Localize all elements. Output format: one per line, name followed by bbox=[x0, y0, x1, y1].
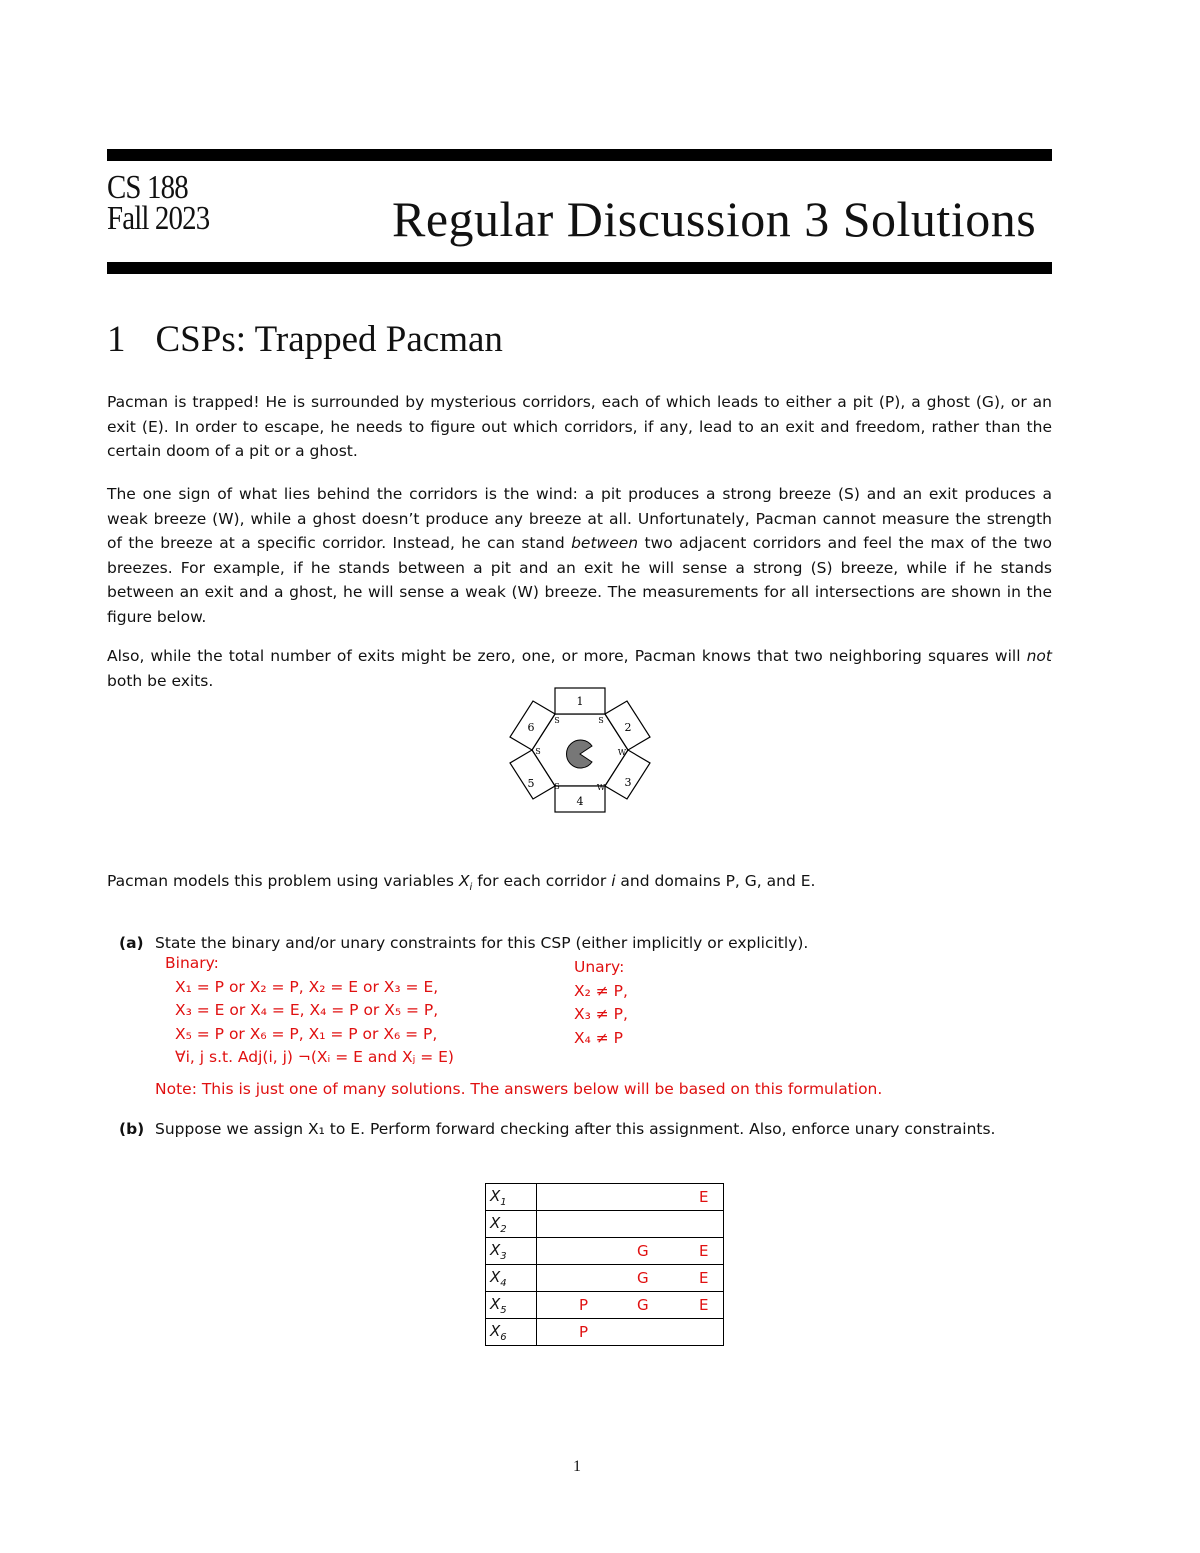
part-b-label: (b) bbox=[119, 1120, 145, 1138]
corridor-label-2: 2 bbox=[624, 721, 632, 734]
pruned-value-e: E bbox=[699, 1242, 709, 1260]
forward-checking-table bbox=[485, 1183, 724, 1346]
unary-constraints bbox=[574, 956, 628, 1050]
breeze-label: W bbox=[617, 748, 627, 757]
corridor-label-5: 5 bbox=[527, 777, 535, 790]
breeze-label: S bbox=[554, 716, 560, 725]
domain-cell bbox=[537, 1238, 724, 1265]
breeze-label: S bbox=[535, 747, 541, 756]
paragraph-text: The one sign of what lies behind the corridors is the wind: a pit produces a strong breeze (S) and an exit produces a weak breeze (W), while a ghost doesn’t produce any breeze at all. Unfortunately, Pacman cannot measure the strength of the breeze at a specific corridor. Instead, he can stand between two adjacent corridors and feel the max of the two breezes. For example, if he stands between a pit and an exit he will sense a strong (S) breeze, while if he stands between an exit and a ghost, he will sense a weak (W) breeze. The measurements for all intersections are shown in the figure below. bbox=[107, 485, 1052, 626]
domain-cell bbox=[537, 1211, 724, 1238]
paragraph-text: Also, while the total number of exits might be zero, one, or more, Pacman knows that two neighboring squares will not both be exits. bbox=[107, 647, 1052, 690]
paragraph-breeze bbox=[107, 482, 1052, 629]
breeze-label: S bbox=[554, 782, 560, 791]
domain-cell bbox=[537, 1184, 724, 1211]
variable-cell: $X_6$ bbox=[486, 1319, 537, 1346]
variable-cell: $X_4$ bbox=[486, 1265, 537, 1292]
unary-line: X₃ ≠ P, bbox=[574, 1005, 628, 1023]
section-title: CSPs: Trapped Pacman bbox=[155, 319, 503, 360]
paragraph-variables bbox=[107, 869, 1052, 901]
domain-cell bbox=[537, 1265, 724, 1292]
header-bottom-rule bbox=[107, 262, 1052, 274]
domain-cell bbox=[537, 1292, 724, 1319]
part-a-label: (a) bbox=[119, 934, 144, 952]
section-number: 1 bbox=[107, 319, 126, 360]
corridor-label-3: 3 bbox=[624, 776, 632, 789]
header-top-rule bbox=[107, 149, 1052, 161]
pruned-value-e: E bbox=[699, 1296, 709, 1314]
pruned-value-g: G bbox=[637, 1242, 649, 1260]
domain-cell bbox=[537, 1319, 724, 1346]
paragraph-text: Pacman is trapped! He is surrounded by mysterious corridors, each of which leads to either a pit (P), a ghost (G), or an exit (E). In order to escape, he needs to figure out which corridors, if any, lead to an exit and freedom, rather than the certain doom of a pit or a ghost. bbox=[107, 393, 1052, 460]
binary-line: X₃ = E or X₄ = E, X₄ = P or X₅ = P, bbox=[175, 1001, 439, 1019]
course-term: Fall 2023 bbox=[107, 200, 210, 237]
binary-line: ∀i, j s.t. Adj(i, j) ¬(Xᵢ = E and Xⱼ = E) bbox=[175, 1048, 454, 1066]
course-block bbox=[107, 169, 210, 237]
part-b-question: Suppose we assign X₁ to E. Perform forward checking after this assignment. Also, enforce unary constraints. bbox=[155, 1120, 996, 1138]
breeze-label: S bbox=[598, 716, 604, 725]
table-row bbox=[486, 1184, 724, 1211]
corridor-figure bbox=[495, 686, 665, 831]
pruned-value-p: P bbox=[579, 1296, 589, 1314]
page-title: Regular Discussion 3 Solutions bbox=[392, 191, 1037, 247]
pruned-value-g: G bbox=[637, 1296, 649, 1314]
unary-line: X₄ ≠ P bbox=[574, 1028, 624, 1047]
table-row bbox=[486, 1319, 724, 1346]
unary-title: Unary: bbox=[574, 958, 625, 976]
binary-constraints bbox=[165, 952, 454, 1070]
section-heading bbox=[107, 318, 503, 361]
variable-cell: $X_1$ bbox=[486, 1184, 537, 1211]
table-row bbox=[486, 1292, 724, 1319]
part-b bbox=[107, 1117, 1052, 1167]
corridor-label-1: 1 bbox=[576, 695, 584, 708]
binary-title: Binary: bbox=[165, 954, 219, 972]
table-row bbox=[486, 1211, 724, 1238]
paragraph-text: Pacman models this problem using variables $X_i$ for each corridor i and domains P, G, and E. bbox=[107, 872, 816, 894]
pruned-value-e: E bbox=[699, 1188, 709, 1206]
variable-cell: $X_5$ bbox=[486, 1292, 537, 1319]
binary-line: X₁ = P or X₂ = P, X₂ = E or X₃ = E, bbox=[175, 977, 439, 996]
corridor-label-4: 4 bbox=[576, 795, 584, 808]
part-a-question: State the binary and/or unary constraints for this CSP (either implicitly or explicitly). bbox=[155, 934, 809, 952]
pruned-value-e: E bbox=[699, 1269, 709, 1287]
pruned-value-p: P bbox=[579, 1323, 589, 1341]
course-name: CS 188 bbox=[107, 169, 188, 206]
binary-line: X₅ = P or X₆ = P, X₁ = P or X₆ = P, bbox=[175, 1024, 438, 1043]
table-row bbox=[486, 1265, 724, 1292]
page-number: 1 bbox=[573, 1458, 581, 1475]
paragraph-intro bbox=[107, 390, 1052, 464]
variable-cell: $X_3$ bbox=[486, 1238, 537, 1265]
table-row bbox=[486, 1238, 724, 1265]
pruned-value-g: G bbox=[637, 1269, 649, 1287]
solution-note: Note: This is just one of many solutions. The answers below will be based on this formulation. bbox=[155, 1080, 883, 1098]
variable-cell: $X_2$ bbox=[486, 1211, 537, 1238]
corridor-label-6: 6 bbox=[527, 721, 535, 734]
unary-line: X₂ ≠ P, bbox=[574, 981, 628, 1000]
breeze-label: W bbox=[596, 783, 606, 792]
